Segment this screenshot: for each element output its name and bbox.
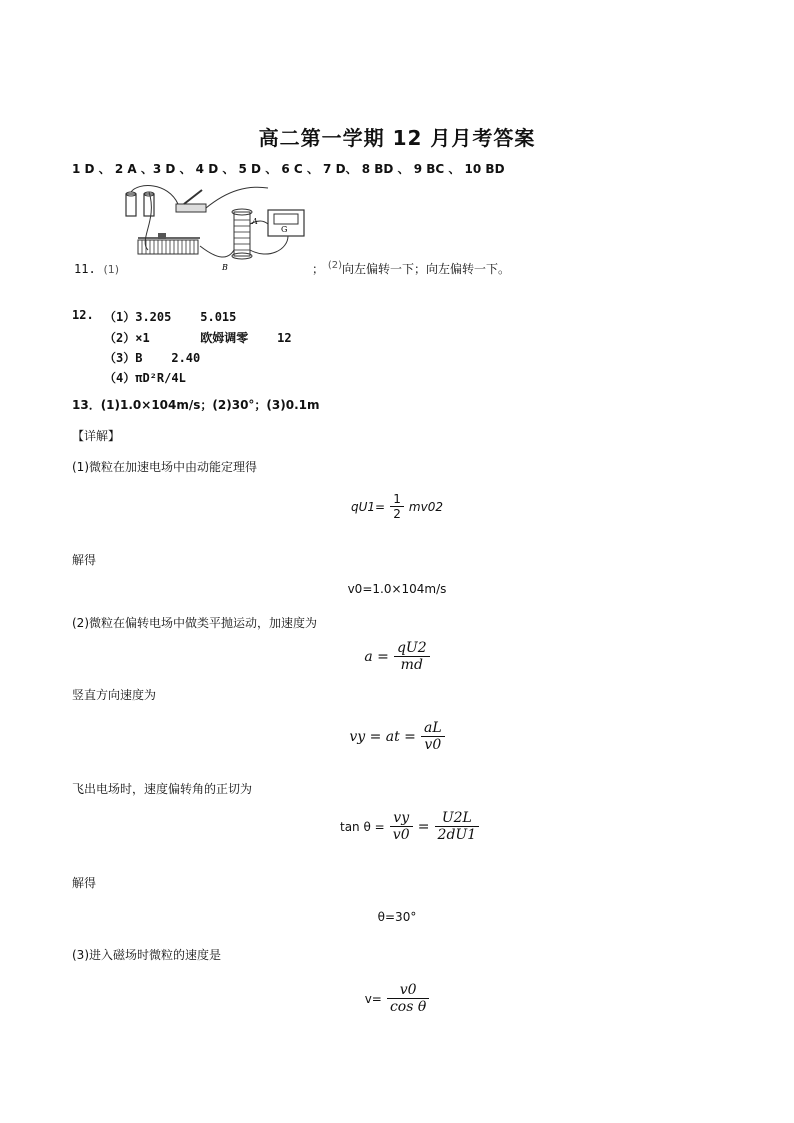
eq5-num2: U2L — [435, 810, 480, 827]
diagram-label-b: B — [222, 263, 228, 272]
q11-part2-text: 向左偏转一下；向左偏转一下。 — [342, 262, 511, 276]
eq1-den: 2 — [393, 507, 401, 521]
q13-solve-1: 解得 — [72, 553, 97, 567]
eq5-fraction-2 — [435, 810, 480, 843]
q13-paragraph-4: 飞出电场时，速度偏转角的正切为 — [72, 782, 253, 796]
equation-2: v0=1.0×104m/s — [347, 582, 447, 596]
eq1-lhs: qU1= — [351, 500, 386, 514]
eq1-num: 1 — [390, 492, 404, 507]
q12-line-2: （2）×1 欧姆调零 12 — [104, 331, 292, 345]
q12-number: 12. — [72, 308, 94, 322]
q11-line — [74, 262, 119, 276]
eq5-num1: vy — [390, 810, 413, 827]
eq4-num: aL — [421, 720, 445, 737]
eq7-fraction — [387, 982, 429, 1015]
q11-separator: ； — [312, 262, 325, 276]
q13-paragraph-5: (3)进入磁场时微粒的速度是 — [72, 948, 221, 962]
eq7-lhs: v= — [364, 992, 382, 1006]
eq3-lhs: a = — [364, 649, 389, 665]
q13-solve-2: 解得 — [72, 876, 97, 890]
equation-6: θ=30° — [377, 910, 417, 924]
eq3-num: qU2 — [394, 640, 430, 657]
q13-paragraph-3: 竖直方向速度为 — [72, 688, 157, 702]
eq5-fraction-1 — [390, 810, 413, 843]
circuit-diagram — [118, 180, 318, 275]
q12-line-1: （1）3.205 5.015 — [104, 310, 237, 324]
eq3-fraction — [394, 640, 430, 673]
eq5-prefix: tan θ = — [340, 820, 385, 834]
q11-part2-label: (2) — [327, 260, 343, 271]
diagram-label-a: A — [252, 217, 258, 226]
eq4-fraction — [421, 720, 445, 753]
equation-1 — [0, 492, 794, 521]
q13-summary: 13．(1)1.0×104m/s；(2)30°；(3)0.1m — [72, 398, 320, 412]
eq4-den: v0 — [424, 737, 442, 753]
eq7-num: v0 — [387, 982, 429, 999]
q11-part1-label: (1) — [103, 263, 120, 276]
diagram-label-g: G — [281, 225, 288, 234]
equation-3 — [0, 640, 794, 673]
equation-7 — [0, 982, 794, 1015]
q13-paragraph-2: (2)微粒在偏转电场中做类平抛运动，加速度为 — [72, 616, 317, 630]
eq5-den1: v0 — [392, 827, 410, 843]
eq5-den2: 2dU1 — [437, 827, 477, 843]
eq5-equals: = — [417, 819, 430, 835]
equation-5 — [340, 810, 479, 843]
eq1-fraction — [390, 492, 404, 521]
q12-line-4: （4）πD²R/4L — [104, 371, 186, 385]
q11-part2 — [312, 260, 510, 277]
q13-detail-heading: 【详解】 — [72, 429, 121, 443]
page-title: 高二第一学期 12 月月考答案 — [258, 126, 536, 150]
multiple-choice-answers: 1 D 、 2 A 、3 D 、 4 D 、 5 D 、 6 C 、 7 D、 8 BD 、 9 BC 、 10 BD — [72, 162, 505, 176]
q13-paragraph-1: (1)微粒在加速电场中由动能定理得 — [72, 460, 257, 474]
eq7-den: cos θ — [389, 999, 427, 1015]
q11-number: 11. — [74, 262, 96, 276]
q12-line-3: （3）B 2.40 — [104, 351, 201, 365]
eq4-lhs: vy = at = — [349, 729, 416, 745]
equation-4 — [0, 720, 794, 753]
eq3-den: md — [400, 657, 423, 673]
eq1-rhs: mv02 — [408, 500, 443, 514]
